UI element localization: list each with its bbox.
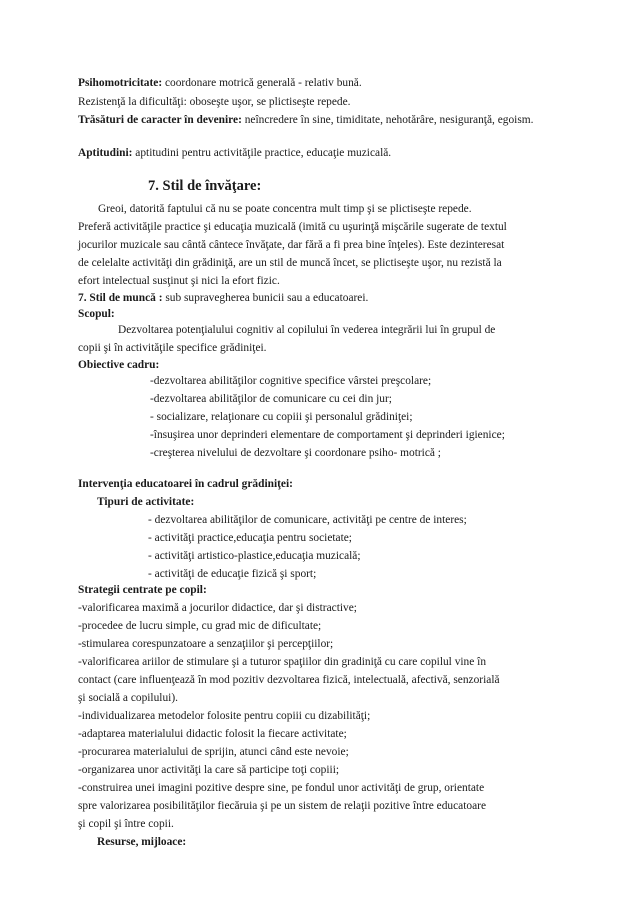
stil-paragraph-line-2: Preferă activităţile practice şi educaţia muzicală (imită cu uşurinţă mişcările sugerate de textul [78, 221, 507, 233]
rezistenta-text: oboseşte uşor, se plictiseşte repede. [186, 96, 351, 108]
obiectiv-item: -dezvoltarea abilităţilor de comunicare cu cei din jur; [150, 393, 392, 405]
tipuri-activitate-label: Tipuri de activitate: [97, 496, 195, 508]
stil-munca-label: 7. Stil de muncă : [78, 292, 163, 304]
strategie-item: şi socială a copilului). [78, 692, 178, 704]
obiective-label: Obiective cadru: [78, 359, 160, 371]
trasaturi-paragraph [78, 113, 562, 127]
obiectiv-item: -însuşirea unor deprinderi elementare de comportament şi deprinderi igienice; [150, 429, 505, 441]
scopul-line-2: copii şi în activităţile specifice grădiniţei. [78, 342, 267, 354]
strategie-item: -individualizarea metodelor folosite pentru copiii cu dizabilităţi; [78, 710, 371, 722]
strategie-item: -organizarea unor activităţi la care să participe toţi copiii; [78, 764, 340, 776]
obiectiv-item: - socializare, relaţionare cu copiii şi personalul grădiniţei; [150, 411, 413, 423]
psihomotricitate-label: Psihomotricitate: [78, 77, 163, 89]
scopul-line-1: Dezvoltarea potenţialului cognitiv al copilului în vederea integrării lui în grupul de [118, 324, 496, 336]
psihomotricitate-line [78, 76, 562, 90]
trasaturi-label: Trăsături de caracter în devenire: [78, 114, 242, 126]
psihomotricitate-text: coordonare motrică generală - relativ bună. [162, 77, 362, 89]
obiectiv-item: -dezvoltarea abilităţilor cognitive specifice vârstei preşcolare; [150, 375, 432, 387]
strategie-item: -valorificarea ariilor de stimulare şi a tuturor spaţiilor din gradiniţă cu care copilul vine în [78, 656, 487, 668]
activitate-item: - activităţi de educaţie fizică şi sport; [148, 568, 317, 580]
section-heading-stil-invatare: 7. Stil de învăţare: [148, 178, 262, 194]
scopul-label: Scopul: [78, 308, 115, 320]
strategie-item: -adaptarea materialului didactic folosit la fiecare activitate; [78, 728, 347, 740]
aptitudini-text: aptitudini pentru activităţile practice, educaţie muzicală. [132, 147, 392, 159]
strategie-item: -procedee de lucru simple, cu grad mic de dificultate; [78, 620, 322, 632]
strategie-item: -procurarea materialului de sprijin, atunci când este nevoie; [78, 746, 349, 758]
interventia-label: Intervenţia educatoarei în cadrul grădiniţei: [78, 478, 293, 490]
resurse-label: Resurse, mijloace: [97, 836, 187, 848]
strategie-item: contact (care influenţează în mod pozitiv dezvoltarea fizică, intelectuală, afectivă, senzorială [78, 674, 500, 686]
strategie-item: -valorificarea maximă a jocurilor didactice, dar şi distractive; [78, 602, 357, 614]
activitate-item: - dezvoltarea abilităţilor de comunicare, activităţi pe centre de interes; [148, 514, 467, 526]
stil-paragraph-line-3: jocurilor muzicale sau cântă cântece învăţate, dar fără a fi prea bine înţeles). Este dezinteresat [78, 239, 505, 251]
strategie-item: -stimularea corespunzatoare a senzaţiilor şi percepţiilor; [78, 638, 334, 650]
strategii-label: Strategii centrate pe copil: [78, 584, 207, 596]
stil-munca-line [78, 291, 562, 305]
activitate-item: - activităţi artistico-plastice,educaţia muzicală; [148, 550, 361, 562]
strategie-item: -construirea unei imagini pozitive despre sine, pe fondul unor activităţi de grup, orientate [78, 782, 485, 794]
stil-paragraph-line-4: de celelalte activităţi din grădiniţă, are un stil de muncă încet, se plictiseşte uşor, nu rezistă la [78, 257, 502, 269]
rezistenta-label: Rezistenţă la dificultăţi: [78, 96, 187, 108]
stil-munca-text: sub supravegherea bunicii sau a educatoarei. [162, 292, 369, 304]
aptitudini-line [78, 146, 562, 160]
stil-paragraph-line-5: efort intelectual susţinut şi nici la efort fizic. [78, 275, 280, 287]
strategie-item: spre valorizarea posibilităţilor fiecăruia şi pe un sistem de relaţii pozitive între educatoare [78, 800, 486, 812]
strategie-item: şi copil şi între copii. [78, 818, 174, 830]
obiectiv-item: -creşterea nivelului de dezvoltare şi coordonare psiho- motrică ; [150, 447, 441, 459]
stil-paragraph-line-1: Greoi, datorită faptului că nu se poate concentra mult timp şi se plictiseşte repede. [98, 203, 472, 215]
aptitudini-label: Aptitudini: [78, 147, 133, 159]
rezistenta-line [78, 95, 562, 109]
trasaturi-text: neîncredere în sine, timiditate, nehotărâre, nesiguranţă, egoism. [241, 114, 534, 126]
activitate-item: - activităţi practice,educaţia pentru societate; [148, 532, 352, 544]
